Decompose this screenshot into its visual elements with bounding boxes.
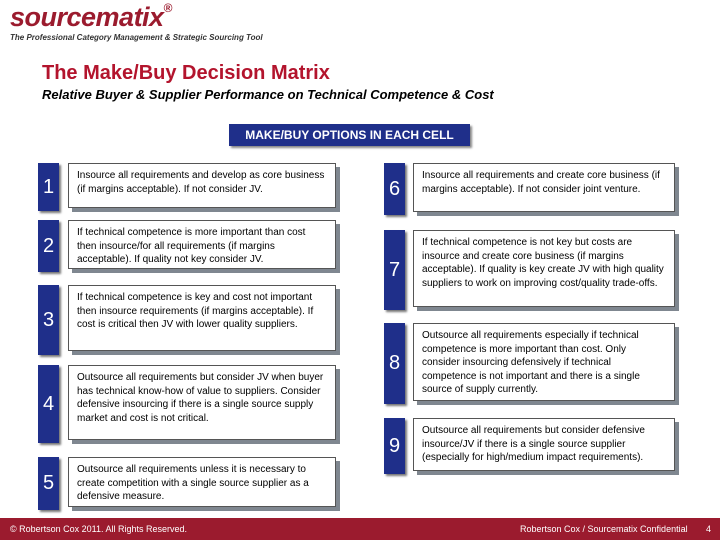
footer-bar: [0, 518, 720, 540]
option-cell-7: If technical competence is not key but costs are insource and create core business (if margins acceptable). If quality is key create JV with high quality suppliers to work on improving cost/quality trade-offs.: [413, 230, 675, 307]
option-cell-1: Insource all requirements and develop as core business (if margins acceptable). If not consider JV.: [68, 163, 336, 208]
option-cell-2: If technical competence is more important than cost then insource/for all requirements (if margins acceptable). If quality not key consider JV.: [68, 220, 336, 269]
footer-page-number: 4: [706, 524, 712, 534]
option-number-6: 6: [384, 163, 405, 215]
option-number-4: 4: [38, 365, 59, 443]
option-number-3: 3: [38, 285, 59, 355]
option-cell-5: Outsource all requirements unless it is necessary to create competition with a single source supplier as a defensive measure.: [68, 457, 336, 507]
options-banner: MAKE/BUY OPTIONS IN EACH CELL: [229, 124, 470, 146]
page-title: The Make/Buy Decision Matrix: [42, 62, 330, 84]
registered-mark: ®: [163, 1, 172, 15]
option-cell-3: If technical competence is key and cost not important then insource requirements (if margins acceptable). If cost is critical then JV with lower quality suppliers.: [68, 285, 336, 351]
option-number-5: 5: [38, 457, 59, 510]
option-number-2: 2: [38, 220, 59, 272]
logo-text: sourcematix: [10, 2, 164, 32]
option-cell-6: Insource all requirements and create core business (if margins acceptable). If not consider joint venture.: [413, 163, 675, 212]
option-cell-8: Outsource all requirements especially if technical competence is more important than cost. Only consider insourcing defensively if technical competence is not important and there is a single source of supply currently.: [413, 323, 675, 401]
option-cell-4: Outsource all requirements but consider JV when buyer has technical know-how of value to suppliers. Consider defensive insourcing if there is a single source supply market and cost is not critical.: [68, 365, 336, 440]
option-cell-9: Outsource all requirements but consider defensive insource/JV if there is a single source supplier (especially for high/medium impact requirements).: [413, 418, 675, 471]
footer-confidential: Robertson Cox / Sourcematix Confidential: [520, 524, 688, 534]
option-number-1: 1: [38, 163, 59, 211]
footer-copyright: © Robertson Cox 2011. All Rights Reserved.: [10, 524, 188, 534]
page-subtitle: Relative Buyer & Supplier Performance on Technical Competence & Cost: [42, 87, 494, 102]
logo: [10, 2, 172, 33]
option-number-9: 9: [384, 418, 405, 474]
tagline: The Professional Category Management & Strategic Sourcing Tool: [10, 33, 263, 42]
option-number-8: 8: [384, 323, 405, 404]
option-number-7: 7: [384, 230, 405, 310]
